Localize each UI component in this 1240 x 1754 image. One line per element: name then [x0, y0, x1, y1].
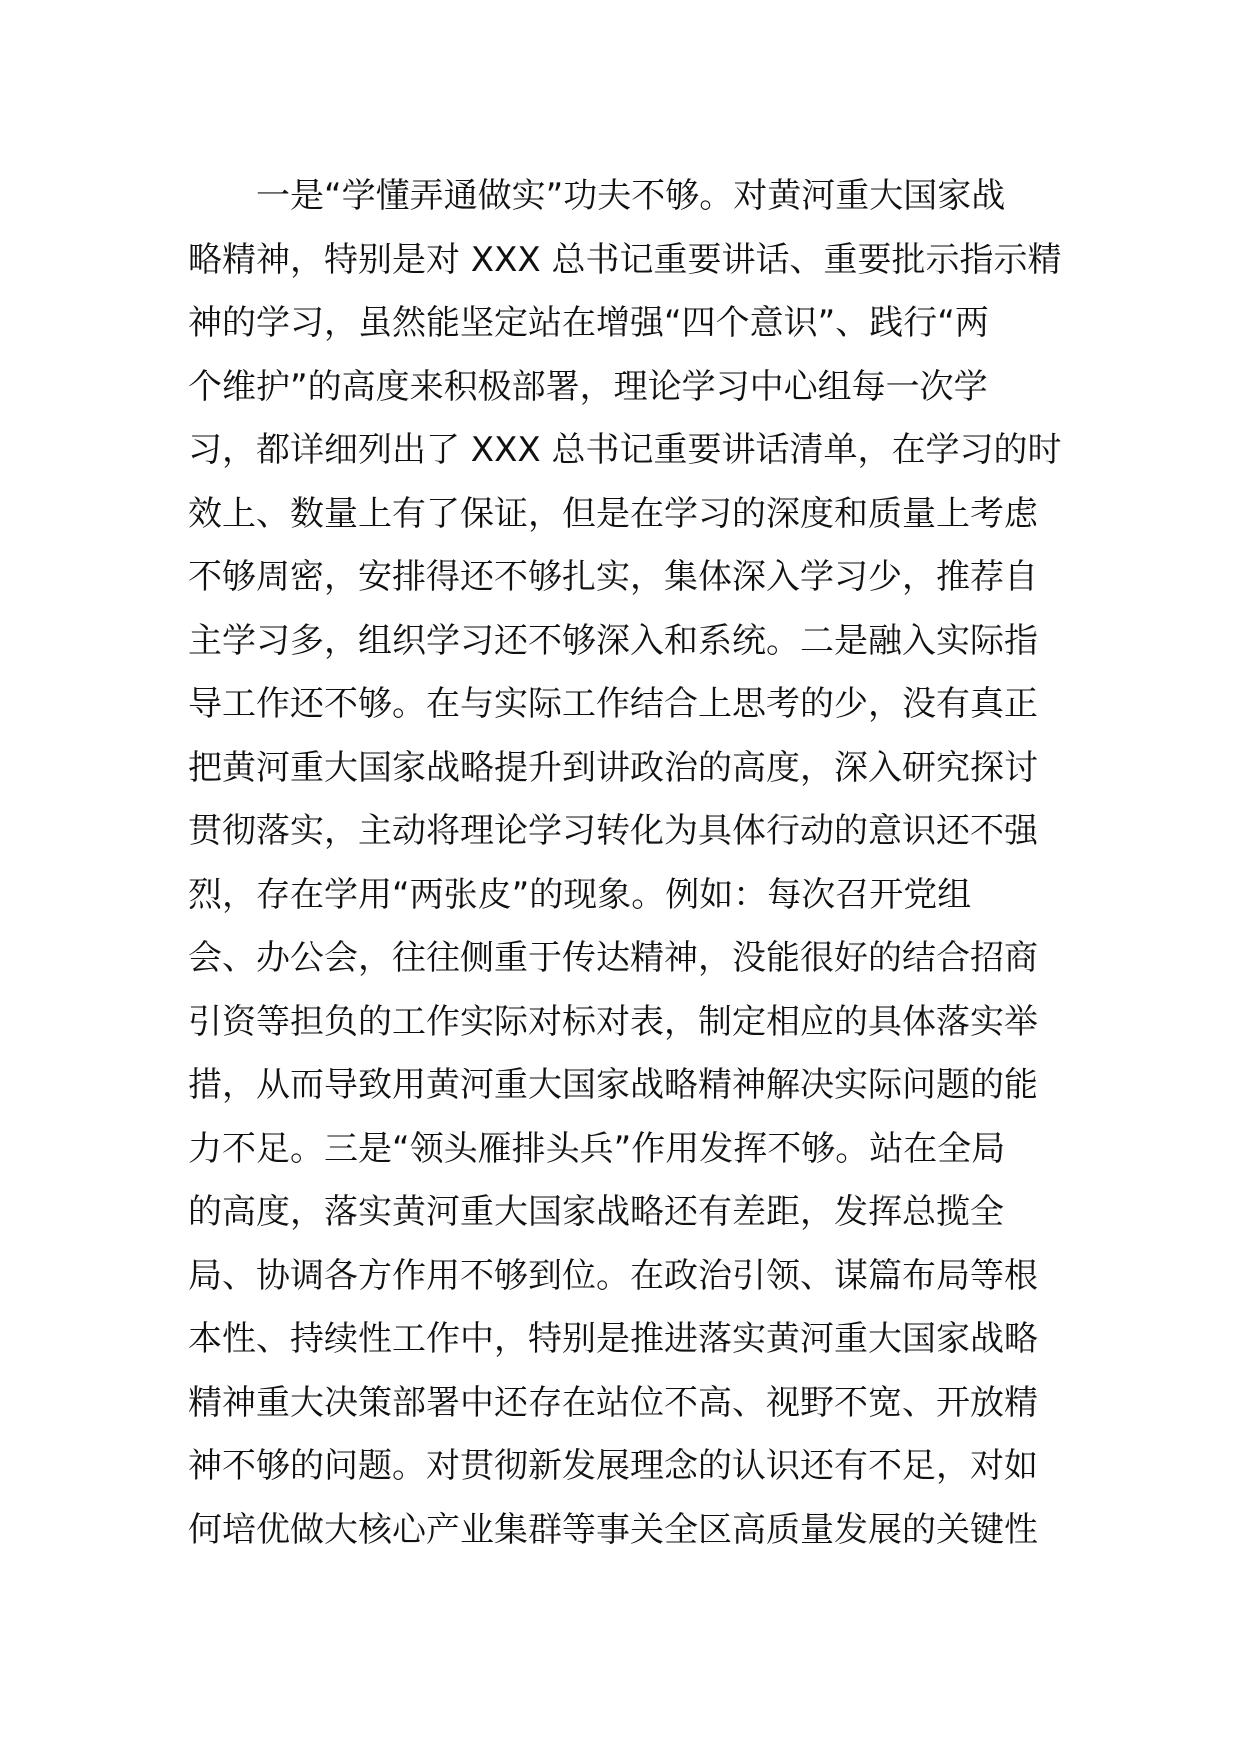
text-line: 主学习多，组织学习还不够深入和系统。二是融入实际指	[188, 620, 1038, 661]
body-paragraph	[188, 165, 1062, 1562]
text-line: 的高度，落实黄河重大国家战略还有差距，发挥总揽全	[188, 1192, 1004, 1232]
text-line: 本性、持续性工作中，特别是推进落实黄河重大国家战略	[188, 1319, 1038, 1359]
text-line: 何培优做大核心产业集群等事关全区高质量发展的关键性	[188, 1509, 1038, 1550]
text-line: 导工作还不够。在与实际工作结合上思考的少，没有真正	[188, 684, 1038, 724]
text-line: 把黄河重大国家战略提升到讲政治的高度，深入研究探讨	[188, 747, 1038, 788]
text-line: 力不足。三是“领头雁排头兵”作用发挥不够。站在全局	[188, 1128, 1006, 1169]
text-line: 不够周密，安排得还不够扎实，集体深入学习少，推荐自	[188, 557, 1038, 597]
text-line: 神的学习，虽然能坚定站在增强“四个意识”、践行“两	[188, 303, 989, 343]
text-line: 精神重大决策部署中还存在站位不高、视野不宽、开放精	[188, 1382, 1038, 1423]
text-line: 贯彻落实，主动将理论学习转化为具体行动的意识还不强	[188, 811, 1038, 851]
text-line: 引资等担负的工作实际对标对表，制定相应的具体落实举	[188, 1001, 1038, 1042]
text-line: 神不够的问题。对贯彻新发展理念的认识还有不足，对如	[188, 1446, 1038, 1486]
text-line: 略精神，特别是对 XXX 总书记重要讲话、重要批示指示精	[188, 239, 1062, 280]
text-line: 效上、数量上有了保证，但是在学习的深度和质量上考虑	[188, 493, 1038, 534]
text-line: 措，从而导致用黄河重大国家战略精神解决实际问题的能	[188, 1065, 1038, 1105]
text-line: 个维护”的高度来积极部署，理论学习中心组每一次学	[188, 366, 988, 407]
text-line: 会、办公会，往往侧重于传达精神，没能很好的结合招商	[188, 938, 1038, 978]
text-line: 烈，存在学用“两张皮”的现象。例如：每次召开党组	[188, 874, 972, 915]
text-line: 一是“学懂弄通做实”功夫不够。对黄河重大国家战	[256, 176, 1006, 216]
text-line: 习，都详细列出了 XXX 总书记重要讲话清单，在学习的时	[188, 430, 1062, 470]
text-line: 局、协调各方作用不够到位。在政治引领、谋篇布局等根	[188, 1255, 1038, 1296]
